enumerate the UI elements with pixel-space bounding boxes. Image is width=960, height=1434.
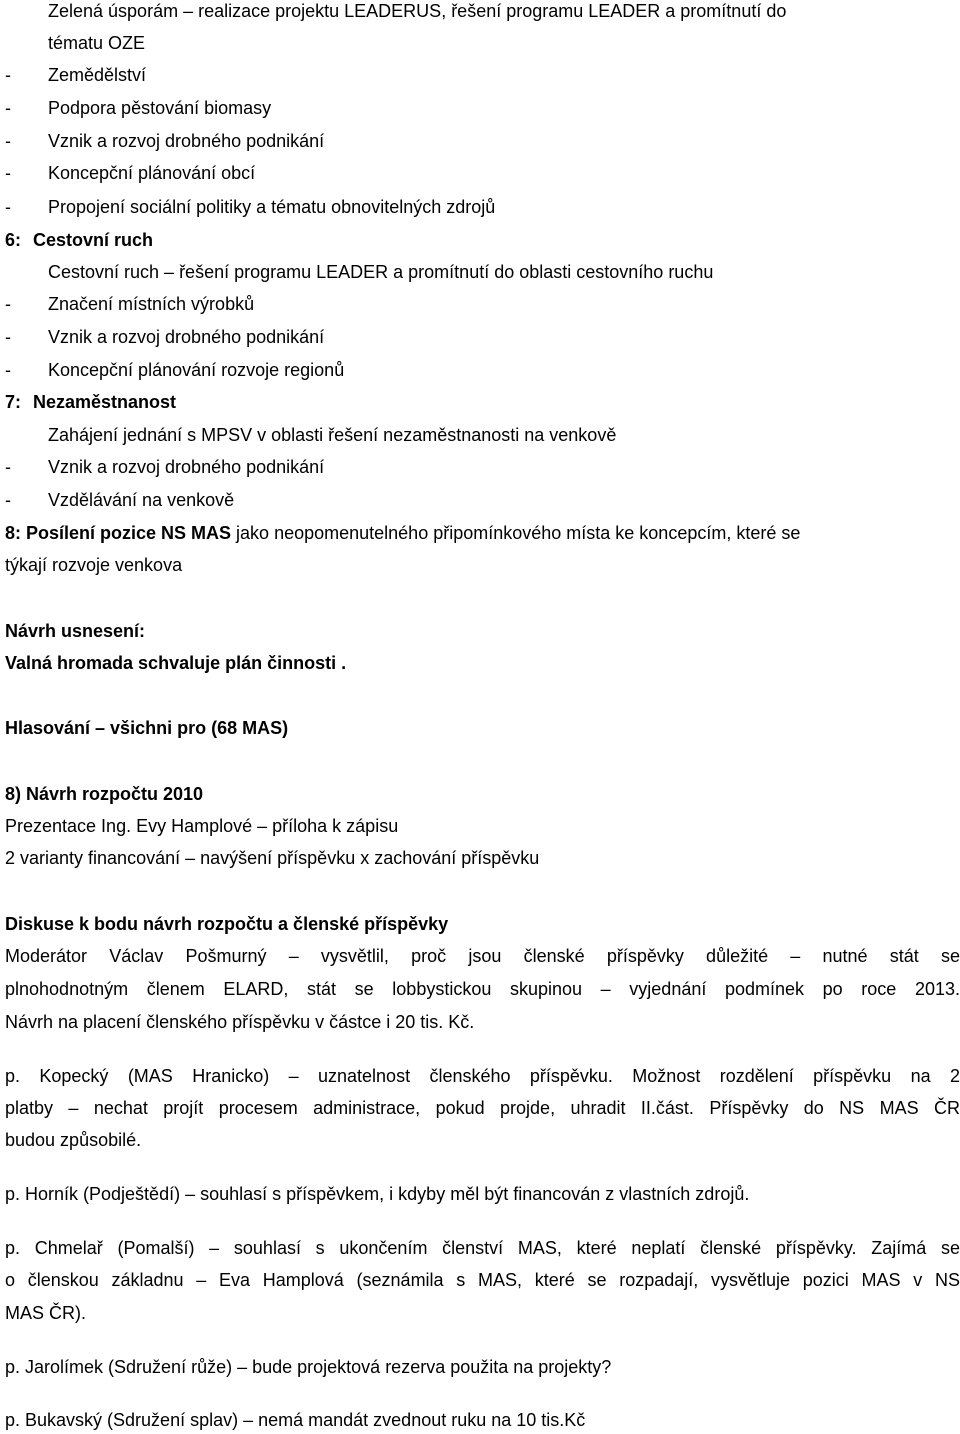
jarolimek-line: p. Jarolímek (Sdružení růže) – bude projektová rezerva použita na projekty? [5,1357,612,1377]
list-item: - Vzdělávání na venkově [5,490,235,510]
hlasovani: Hlasování – všichni pro (68 MAS) [5,718,289,738]
posileni-rest: jako neopomenutelného připomínkového místa ke koncepcím, které se [231,523,801,543]
section-heading-cestovni: 6: Cestovní ruch [5,230,154,250]
chmelar-line-1: p. Chmelař (Pomalší) – souhlasí s ukončením členství MAS, které neplatí členské příspěvky. Zajímá se [5,1238,960,1258]
list-item: - Koncepční plánování obcí [5,163,256,183]
dash: - [5,163,11,183]
dash: - [5,490,11,510]
posileni-bold: 8: Posílení pozice NS MAS [5,523,232,543]
dash: - [5,65,11,85]
kopecky-line-2: platby – nechat projít procesem administrace, pokud projde, uhradit II.část. Příspěvky do NS MAS ČR [5,1098,960,1118]
rozpocet-varianty: 2 varianty financování – navýšení příspěvku x zachování příspěvku [5,848,540,868]
hornik-line: p. Horník (Podještědí) – souhlasí s příspěvkem, i kdyby měl být financován z vlastních zdrojů. [5,1184,750,1204]
rozpocet-prezentace: Prezentace Ing. Evy Hamplové – příloha k zápisu [5,816,399,836]
moderator-line-2: plnohodnotným členem ELARD, stát se lobbystickou skupinou – vyjednání podmínek po roce 2013. [5,979,960,999]
rozpocet-heading: 8) Návrh rozpočtu 2010 [5,784,204,804]
list-item: - Značení místních výrobků [5,294,255,314]
list-item: - Vznik a rozvoj drobného podnikání [5,457,325,477]
kopecky-line-3: budou způsobilé. [5,1130,142,1150]
dash: - [5,457,11,477]
section-heading-nezamestnanost: 7: Nezaměstnanost [5,392,177,412]
zelena-line-2: tématu OZE [48,33,146,53]
cestovni-subline: Cestovní ruch – řešení programu LEADER a promítnutí do oblasti cestovního ruchu [48,262,714,282]
diskuse-heading: Diskuse k bodu návrh rozpočtu a členské příspěvky [5,914,449,934]
zelena-line-1: Zelená úsporám – realizace projektu LEADERUS, řešení programu LEADER a promítnutí do [48,1,787,21]
bukavsky-line: p. Bukavský (Sdružení splav) – nemá mandát zvednout ruku na 10 tis.Kč [5,1410,586,1430]
chmelar-line-2: o členskou základnu – Eva Hamplová (seznámila s MAS, které se rozpadají, vysvětluje pozici MAS v NS [5,1270,960,1290]
nezamestnanost-subline: Zahájení jednání s MPSV v oblasti řešení nezaměstnanosti na venkově [48,425,617,445]
usneseni-text: Valná hromada schvaluje plán činnosti . [5,653,347,673]
list-item: - Zemědělství [5,65,147,85]
dash: - [5,360,11,380]
list-item: - Vznik a rozvoj drobného podnikání [5,327,325,347]
list-item: - Propojení sociální politiky a tématu obnovitelných zdrojů [5,197,496,217]
moderator-line-3: Návrh na placení členského příspěvku v částce i 20 tis. Kč. [5,1012,475,1032]
dash: - [5,197,11,217]
list-item: - Podpora pěstování biomasy [5,98,272,118]
posileni-line-2: týkají rozvoje venkova [5,555,183,575]
dash: - [5,131,11,151]
chmelar-line-3: MAS ČR). [5,1303,86,1323]
list-item: - Vznik a rozvoj drobného podnikání [5,131,325,151]
dash: - [5,294,11,314]
usneseni-label: Návrh usnesení: [5,621,146,641]
list-item: - Koncepční plánování rozvoje regionů [5,360,345,380]
moderator-line-1: Moderátor Václav Pošmurný – vysvětlil, proč jsou členské příspěvky důležité – nutné stát se [5,946,960,966]
dash: - [5,327,11,347]
dash: - [5,98,11,118]
posileni-line-1 [5,522,800,544]
kopecky-line-1: p. Kopecký (MAS Hranicko) – uznatelnost členského příspěvku. Možnost rozdělení příspěvku na 2 [5,1066,960,1086]
